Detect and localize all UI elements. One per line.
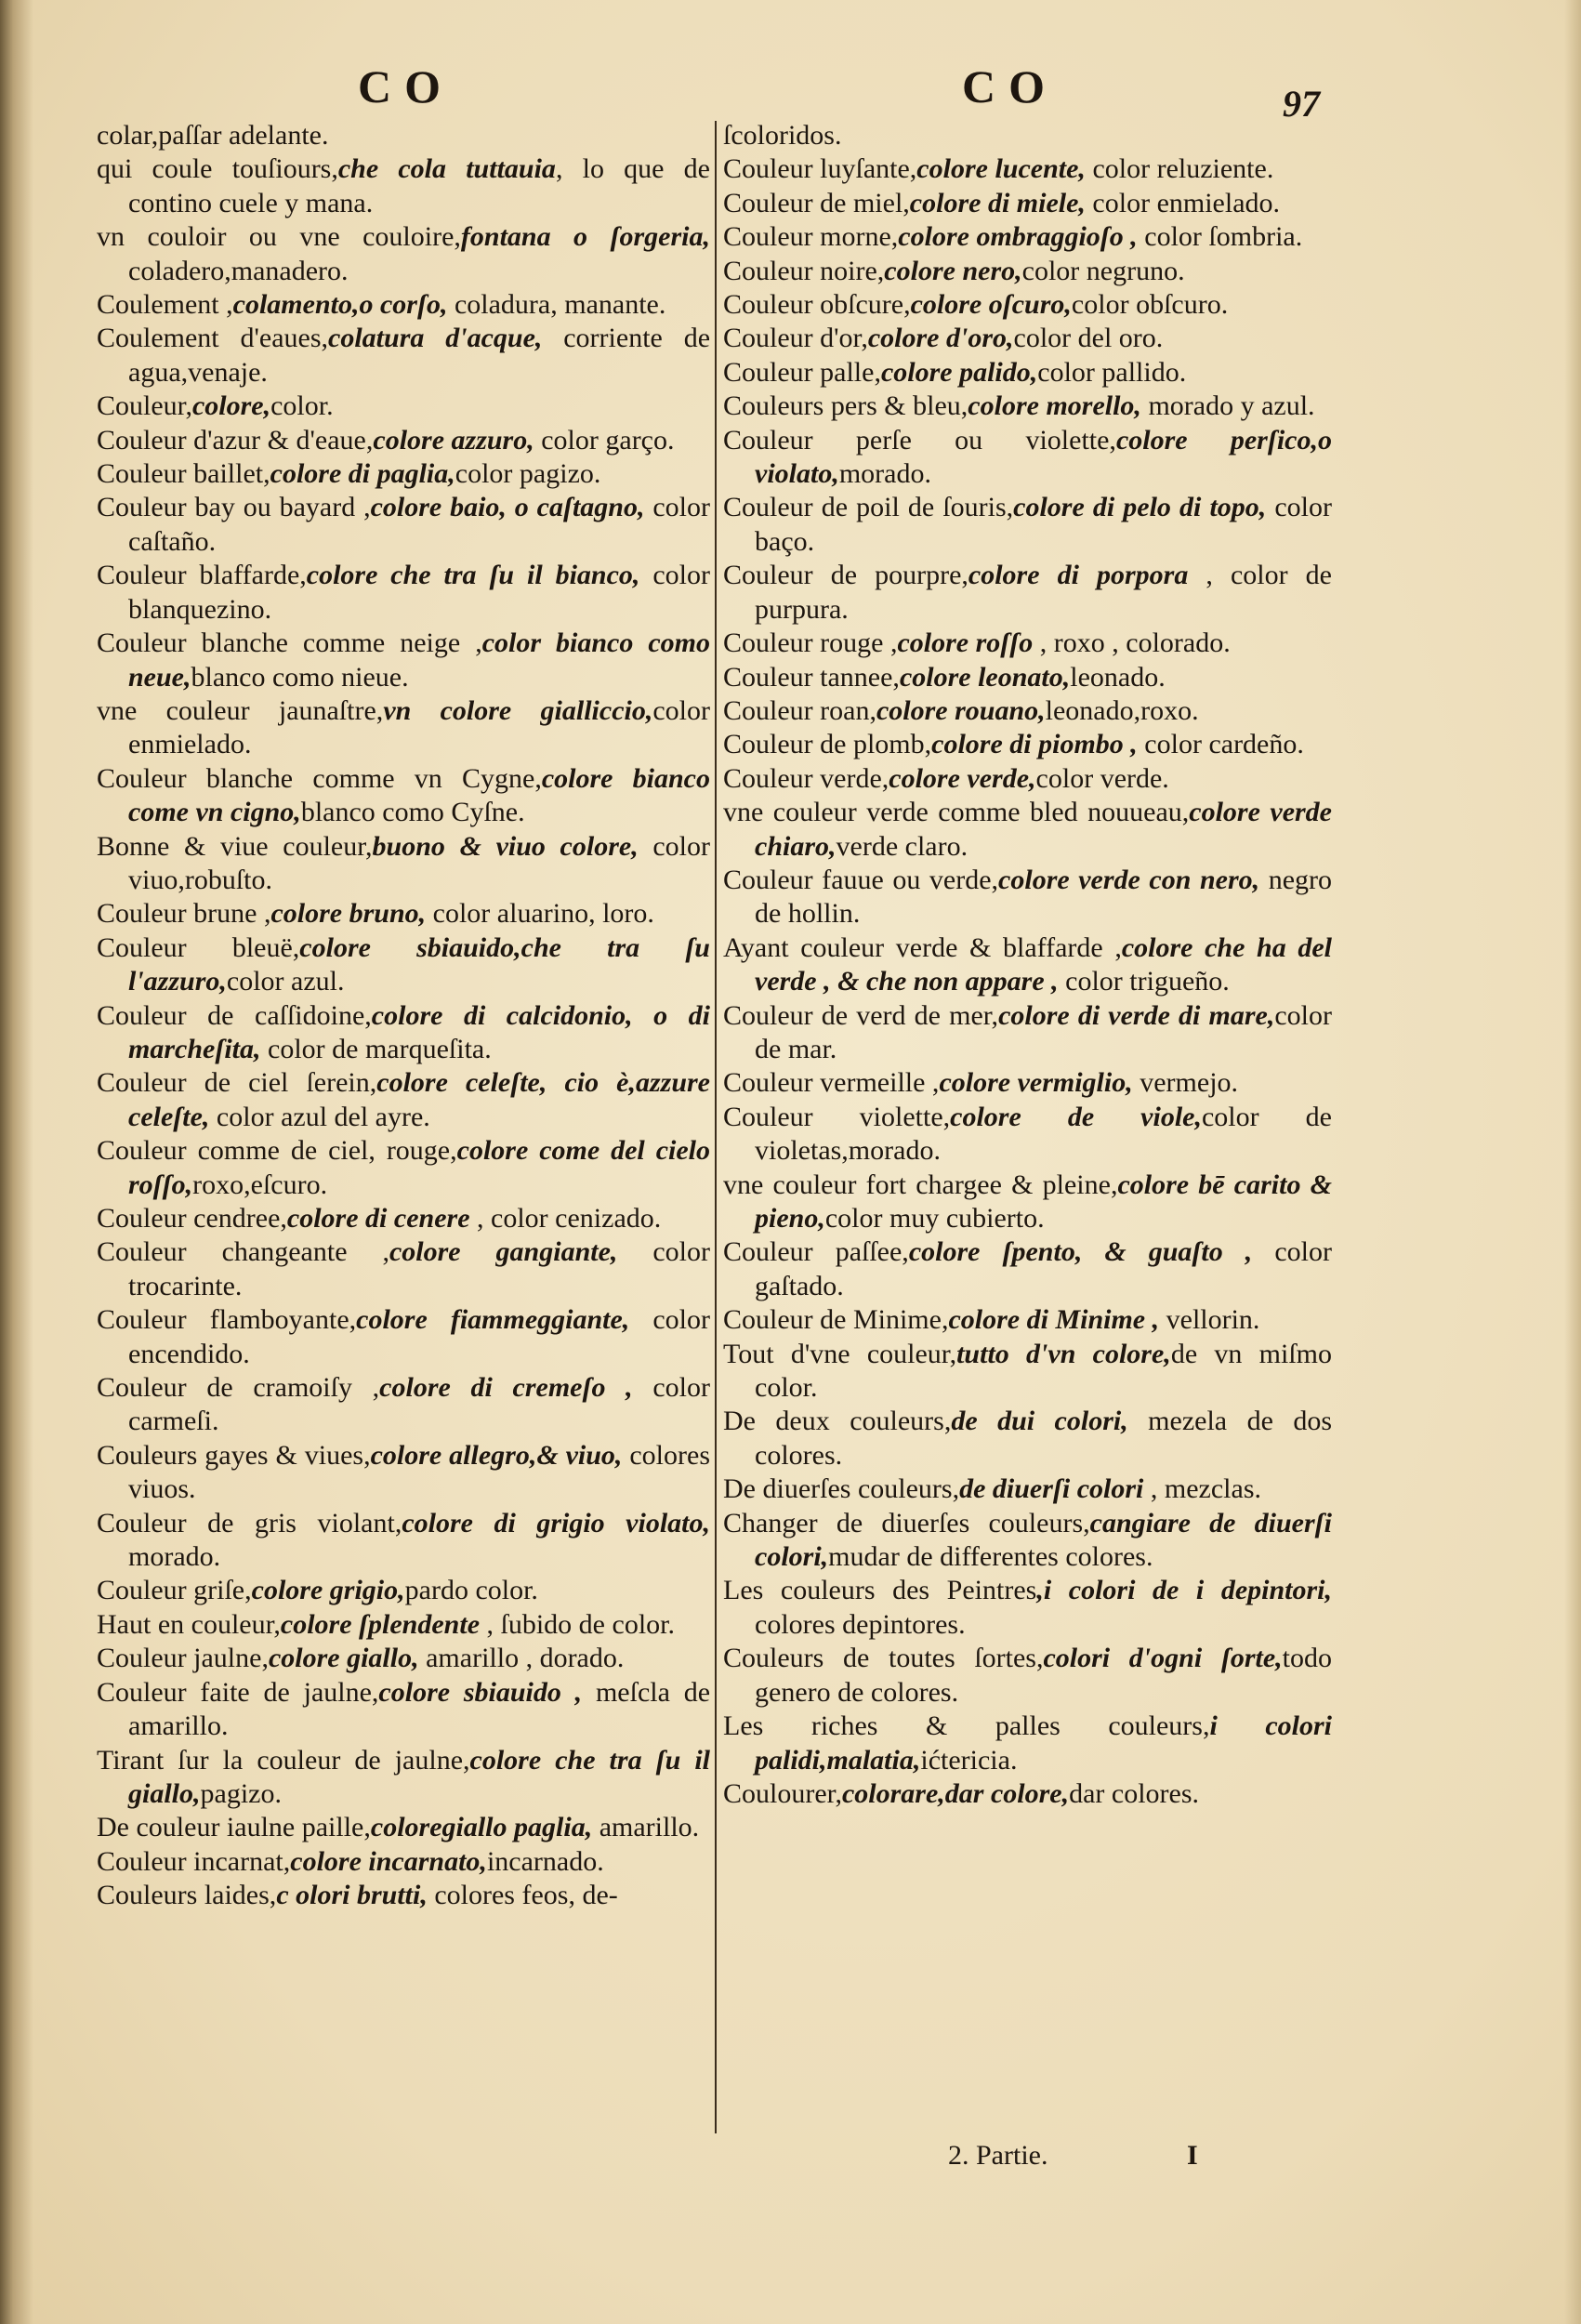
- dictionary-entry: [723, 864, 1332, 931]
- translation-spanish: color carmeſi.: [128, 1372, 711, 1437]
- translation-spanish: dar colores.: [1069, 1777, 1200, 1809]
- dictionary-entry: [723, 728, 1332, 761]
- headword-french: Couleur noire,: [723, 255, 885, 286]
- translation-spanish: color ſombria.: [1137, 221, 1303, 253]
- translation-italian: colatura d'acque,: [328, 323, 543, 354]
- dictionary-entry: [97, 288, 710, 322]
- dictionary-entry: [723, 288, 1332, 322]
- dictionary-entry: [723, 694, 1332, 728]
- translation-italian: c olori brutti,: [276, 1880, 428, 1911]
- dictionary-entry: [97, 1371, 710, 1439]
- dictionary-entry: [723, 627, 1332, 660]
- headword-french: Couleur tannee,: [723, 661, 900, 693]
- translation-italian: cangiare de diuerſi colori,: [755, 1507, 1332, 1573]
- translation-spanish: color trigueño.: [1058, 966, 1230, 997]
- translation-spanish: color de mar.: [755, 999, 1332, 1064]
- translation-spanish: color reluziente.: [1085, 153, 1274, 185]
- translation-italian: colori d'ogni ſorte,: [1043, 1643, 1283, 1674]
- headword-french: Couleur de poil de ſouris,: [723, 492, 1014, 523]
- headword-french: Couleur blanche comme neige ,: [97, 627, 482, 659]
- headword-french: Couleur morne,: [723, 221, 899, 253]
- translation-spanish: color baço.: [755, 492, 1333, 557]
- translation-spanish: color cardeño.: [1137, 729, 1304, 760]
- dictionary-entry: [97, 1608, 710, 1642]
- translation-italian: colore d'oro,: [867, 323, 1014, 354]
- translation-italian: colore fiammeggiante,: [356, 1304, 630, 1336]
- page-edge: [1564, 0, 1581, 2324]
- headword-french: Couleur luyſante,: [723, 153, 917, 185]
- headword-french: Couleur de gris violant,: [97, 1507, 402, 1538]
- translation-spanish: , mezclas.: [1143, 1473, 1261, 1505]
- headword-french: Haut en couleur,: [97, 1608, 281, 1640]
- translation-spanish: color obſcuro.: [1071, 289, 1229, 321]
- translation-spanish: color muy cubierto.: [824, 1203, 1045, 1234]
- headword-french: Couleur,: [97, 390, 192, 422]
- translation-spanish: mudar de differentes colores.: [828, 1541, 1153, 1573]
- translation-italian: colore bē carito & pieno,: [755, 1169, 1333, 1234]
- dictionary-entry: [97, 424, 710, 457]
- translation-spanish: color.: [270, 390, 334, 422]
- translation-spanish: color pagizo.: [455, 458, 601, 490]
- headword-french: Coulement ,: [97, 289, 233, 321]
- dictionary-entry: [97, 1811, 710, 1844]
- translation-italian: colore di pelo di topo,: [1013, 492, 1267, 523]
- translation-italian: colore azzuro,: [373, 424, 534, 456]
- dictionary-entry: [97, 220, 710, 288]
- translation-spanish: , ſubido de color.: [480, 1608, 675, 1640]
- dictionary-entry: [723, 1338, 1332, 1406]
- translation-italian: colore oſcuro,: [910, 289, 1072, 321]
- dictionary-entry: [97, 762, 710, 830]
- headword-french: Couleur comme de ciel, rouge,: [97, 1135, 457, 1167]
- dictionary-entry: [97, 1845, 710, 1879]
- translation-italian: colore di calcidonio, o di marcheſita,: [128, 999, 710, 1064]
- translation-italian: colore lucente,: [916, 153, 1086, 185]
- headword-french: colar,paſſar adelante.: [97, 120, 329, 151]
- dictionary-entry: [723, 322, 1332, 355]
- translation-spanish: color aluarino, loro.: [426, 898, 654, 930]
- dictionary-entry: [723, 1507, 1332, 1575]
- headword-french: Couleur brune ,: [97, 898, 271, 930]
- dictionary-entry: [97, 390, 710, 423]
- headword-french: Couleur de cramoiſy ,: [97, 1372, 380, 1404]
- headword-french: Couleur de caſſidoine,: [97, 999, 372, 1031]
- dictionary-entry: [723, 762, 1332, 796]
- translation-italian: colore di cenere: [286, 1203, 470, 1234]
- translation-spanish: verde claro.: [836, 830, 968, 862]
- translation-spanish: colores viuos.: [128, 1439, 710, 1505]
- translation-spanish: color azul del ayre.: [209, 1101, 430, 1132]
- translation-spanish: blanco como Cyſne.: [300, 797, 525, 828]
- dictionary-entry: [97, 830, 710, 898]
- headword-french: Couleur cendree,: [97, 1203, 287, 1234]
- headword-french: Couleur faite de jaulne,: [97, 1676, 379, 1708]
- left-column: [97, 119, 710, 1913]
- translation-italian: colore leonato,: [899, 661, 1071, 693]
- catchword: I: [1187, 2140, 1198, 2171]
- dictionary-entry: [723, 1405, 1332, 1472]
- headword-french: Couleur fauue ou verde,: [723, 864, 999, 895]
- translation-italian: colore come del cielo roſſo,: [128, 1135, 710, 1200]
- translation-spanish: color enmielado.: [128, 694, 710, 760]
- dictionary-entry: [723, 1472, 1332, 1506]
- translation-italian: colore di piombo ,: [931, 729, 1138, 760]
- translation-spanish: amarillo.: [592, 1812, 700, 1843]
- headword-french: Couleur obſcure,: [723, 289, 911, 321]
- translation-italian: colore di Minime ,: [948, 1304, 1160, 1336]
- translation-italian: colore allegro,& viuo,: [370, 1439, 623, 1471]
- dictionary-entry: [723, 187, 1332, 220]
- translation-italian: ,i colori de i depintori,: [1036, 1575, 1332, 1606]
- translation-italian: colore ombraggioſo ,: [898, 221, 1138, 253]
- dictionary-entry: [97, 897, 710, 931]
- headword-french: Couleur d'azur & d'eaue,: [97, 424, 374, 456]
- translation-italian: buono & viuo colore,: [372, 830, 639, 862]
- dictionary-entry: [97, 1574, 710, 1607]
- headword-french: Couleur palle,: [723, 356, 881, 388]
- translation-spanish: amarillo , dorado.: [418, 1643, 625, 1674]
- translation-spanish: corriente de agua,venaje.: [128, 323, 711, 388]
- translation-italian: colore celeſte, cio è,azzure celeſte,: [128, 1067, 710, 1132]
- dictionary-entry: [97, 1439, 710, 1507]
- translation-spanish: color encendido.: [128, 1304, 710, 1369]
- translation-italian: che cola tuttauia: [337, 153, 556, 185]
- headword-french: Couleur jaulne,: [97, 1643, 269, 1674]
- translation-italian: colore bianco come vn cigno,: [128, 762, 710, 828]
- translation-italian: colore di verde di mare,: [998, 999, 1275, 1031]
- translation-italian: colore giallo,: [268, 1643, 419, 1674]
- dictionary-entry: [723, 356, 1332, 390]
- headword-french: vne couleur verde comme bled nouueau,: [723, 797, 1190, 828]
- translation-italian: colore de viole,: [950, 1101, 1202, 1132]
- translation-spanish: color verde.: [1035, 762, 1169, 794]
- headword-french: Couleur de plomb,: [723, 729, 932, 760]
- signature-mark: 2. Partie.: [948, 2140, 1048, 2171]
- translation-italian: colore bruno,: [270, 898, 427, 930]
- headword-french: vne couleur fort chargee & pleine,: [723, 1169, 1118, 1200]
- translation-italian: colore incarnato,: [290, 1845, 487, 1877]
- translation-spanish: color de violetas,morado.: [755, 1101, 1332, 1167]
- headword-french: qui coule touſiours,: [97, 153, 338, 185]
- headword-french: Couleur d'or,: [723, 323, 868, 354]
- headword-french: Couleur flamboyante,: [97, 1304, 357, 1336]
- headword-french: Coulement d'eaues,: [97, 323, 329, 354]
- headword-french: Les couleurs des Peintres: [723, 1575, 1037, 1606]
- translation-italian: colore grigio,: [251, 1575, 405, 1606]
- translation-spanish: morado.: [838, 458, 931, 490]
- dictionary-entry: [97, 322, 710, 390]
- translation-italian: colore di paglia,: [270, 458, 455, 490]
- translation-italian: colore baio, o caſtagno,: [370, 492, 645, 523]
- translation-spanish: color negruno.: [1021, 255, 1185, 286]
- translation-italian: colore sbiauido ,: [378, 1676, 583, 1708]
- dictionary-entry: [97, 457, 710, 491]
- translation-spanish: morado y azul.: [1140, 390, 1315, 422]
- translation-italian: colore vermiglio,: [939, 1067, 1133, 1099]
- dictionary-entry: [97, 627, 710, 694]
- dictionary-entry: [97, 1235, 710, 1303]
- translation-italian: i colori palidi,malatia,: [755, 1710, 1333, 1776]
- dictionary-entry: [723, 1642, 1332, 1710]
- dictionary-entry: [723, 1066, 1332, 1100]
- dictionary-entry: [723, 390, 1332, 423]
- translation-italian: vn colore gialliccio,: [383, 694, 653, 726]
- translation-spanish: color trocarinte.: [128, 1236, 711, 1301]
- headword-french: vn couloir ou vne couloire,: [97, 221, 461, 253]
- headword-french: Couleur rouge ,: [723, 627, 898, 659]
- column-rule: [715, 121, 717, 2133]
- headword-french: Couleur de ciel ſerein,: [97, 1067, 377, 1099]
- translation-spanish: morado.: [128, 1541, 221, 1573]
- translation-italian: colore palido,: [880, 356, 1038, 388]
- headword-french: ſcoloridos.: [723, 120, 842, 151]
- translation-spanish: , color cenizado.: [469, 1203, 662, 1234]
- translation-spanish: pagizo.: [200, 1777, 282, 1809]
- translation-spanish: ićtericia.: [920, 1744, 1018, 1776]
- dictionary-entry: [97, 1642, 710, 1675]
- dictionary-entry: [97, 1134, 710, 1202]
- headword-french: Couleur blanche comme vn Cygne,: [97, 762, 542, 794]
- translation-spanish: , roxo , colorado.: [1033, 627, 1231, 659]
- headword-french: Couleur baillet,: [97, 458, 270, 490]
- running-head-right: CO: [962, 60, 1058, 112]
- translation-spanish: color del oro.: [1013, 323, 1164, 354]
- dictionary-entry: [97, 999, 710, 1067]
- translation-spanish: vellorin.: [1159, 1304, 1260, 1336]
- dictionary-entry: [97, 694, 710, 762]
- headword-french: vne couleur jaunaſtre,: [97, 694, 384, 726]
- translation-spanish: coladura, manante.: [447, 289, 666, 321]
- headword-french: Couleur blaffarde,: [97, 560, 307, 591]
- translation-spanish: meſcla de amarillo.: [128, 1676, 711, 1742]
- dictionary-entry: [97, 1066, 710, 1134]
- page-number: 97: [1283, 83, 1320, 125]
- translation-italian: colore,: [191, 390, 271, 422]
- translation-italian: colamento,o corſo,: [232, 289, 448, 321]
- headword-french: Couleur roan,: [723, 694, 876, 726]
- translation-italian: colore di cremeſo ,: [379, 1372, 633, 1404]
- translation-spanish: de vn miſmo color.: [755, 1338, 1333, 1404]
- dictionary-entry: [723, 424, 1332, 492]
- translation-italian: colore di miele,: [909, 187, 1086, 218]
- dictionary-entry: [723, 491, 1332, 559]
- headword-french: Couleur bleuë,: [97, 931, 300, 963]
- translation-italian: colore rouano,: [876, 694, 1046, 726]
- translation-spanish: colores feos, de-: [427, 1880, 618, 1911]
- translation-spanish: color gaſtado.: [755, 1236, 1332, 1301]
- headword-french: Couleur vermeille ,: [723, 1067, 940, 1099]
- page-gutter-shadow: [0, 0, 33, 2324]
- dictionary-entry: [97, 1507, 710, 1575]
- translation-spanish: color enmielado.: [1085, 187, 1281, 218]
- translation-spanish: color pallido.: [1037, 356, 1187, 388]
- dictionary-entry: [97, 1676, 710, 1744]
- translation-spanish: negro de hollin.: [755, 864, 1332, 930]
- translation-spanish: leonado.: [1070, 661, 1166, 693]
- headword-french: Couleur violette,: [723, 1101, 951, 1132]
- dictionary-entry: [97, 559, 710, 627]
- dictionary-entry: [723, 152, 1332, 186]
- headword-french: De deux couleurs,: [723, 1406, 952, 1437]
- dictionary-entry: [97, 1303, 710, 1371]
- translation-italian: colore di porpora: [968, 560, 1189, 591]
- dictionary-entry: [723, 999, 1332, 1067]
- dictionary-entry: [723, 1303, 1332, 1337]
- headword-french: Couleur de miel,: [723, 187, 910, 218]
- dictionary-entry: [723, 1574, 1332, 1642]
- translation-italian: colorare,dar colore,: [841, 1777, 1070, 1809]
- headword-french: Couleur de pourpre,: [723, 560, 968, 591]
- translation-spanish: leonado,roxo.: [1045, 694, 1199, 726]
- headword-french: Couleurs gayes & viues,: [97, 1439, 371, 1471]
- dictionary-entry: [97, 931, 710, 999]
- dictionary-entry: [723, 1235, 1332, 1303]
- translation-spanish: pardo color.: [404, 1575, 538, 1606]
- translation-italian: colore gangiante,: [389, 1236, 618, 1268]
- headword-french: Les riches & palles couleurs,: [723, 1710, 1210, 1742]
- headword-french: Couleur incarnat,: [97, 1845, 291, 1877]
- dictionary-entry: [723, 255, 1332, 288]
- headword-french: Couleurs de toutes ſortes,: [723, 1643, 1044, 1674]
- dictionary-entry: [723, 220, 1332, 254]
- translation-spanish: vermejo.: [1132, 1067, 1239, 1099]
- translation-spanish: color caſtaño.: [128, 492, 711, 557]
- dictionary-entry: [723, 931, 1332, 999]
- translation-italian: colore che ha del verde , & che non appare ,: [755, 931, 1332, 997]
- translation-spanish: todo genero de colores.: [755, 1643, 1332, 1708]
- running-head-left: CO: [358, 60, 454, 112]
- dictionary-entry: [723, 661, 1332, 694]
- translation-spanish: mezela de dos colores.: [755, 1406, 1333, 1471]
- headword-french: Couleur changeante ,: [97, 1236, 389, 1268]
- headword-french: Ayant couleur verde & blaffarde ,: [723, 931, 1122, 963]
- dictionary-entry: [97, 119, 710, 152]
- translation-italian: colore morello,: [968, 390, 1141, 422]
- right-column: [723, 119, 1332, 1811]
- headword-french: Couleur griſe,: [97, 1575, 252, 1606]
- translation-italian: colore che tra ſu il giallo,: [128, 1744, 710, 1809]
- translation-italian: tutto d'vn colore,: [956, 1338, 1171, 1369]
- translation-italian: fontana o ſorgeria,: [460, 221, 710, 253]
- headword-french: Couleur verde,: [723, 762, 889, 794]
- translation-italian: de dui colori,: [951, 1406, 1128, 1437]
- translation-italian: colore roſſo: [897, 627, 1034, 659]
- dictionary-entry: [97, 1744, 710, 1812]
- dictionary-entry: [723, 1710, 1332, 1777]
- dictionary-entry: [97, 1879, 710, 1912]
- translation-italian: colore di grigio violato,: [402, 1507, 711, 1538]
- translation-spanish: blanco como nieue.: [191, 661, 409, 693]
- dictionary-entry: [723, 1169, 1332, 1236]
- headword-french: Couleur de verd de mer,: [723, 999, 999, 1031]
- translation-italian: color bianco como neue,: [128, 627, 711, 693]
- translation-spanish: color blanquezino.: [128, 560, 710, 625]
- headword-french: De diuerſes couleurs,: [723, 1473, 960, 1505]
- translation-spanish: roxo,eſcuro.: [192, 1169, 328, 1200]
- translation-italian: colore verde,: [889, 762, 1036, 794]
- translation-spanish: , color de purpura.: [755, 560, 1332, 625]
- dictionary-entry: [97, 491, 710, 559]
- dictionary-entry: [97, 1202, 710, 1235]
- dictionary-entry: [723, 1777, 1332, 1811]
- translation-italian: colore verde chiaro,: [755, 797, 1333, 862]
- dictionary-entry: [97, 152, 710, 220]
- headword-french: Couleurs laides,: [97, 1880, 277, 1911]
- headword-french: Couleur perſe ou violette,: [723, 424, 1116, 456]
- dictionary-entry: [723, 796, 1332, 864]
- translation-italian: colore verde con nero,: [998, 864, 1260, 895]
- translation-spanish: , lo que de contino cuele y mana.: [128, 153, 710, 218]
- translation-italian: colore perſico,o violato,: [755, 424, 1332, 490]
- translation-spanish: color de marqueſita.: [260, 1033, 492, 1064]
- headword-french: Couleur paſſee,: [723, 1236, 909, 1268]
- translation-spanish: color garço.: [534, 424, 675, 456]
- translation-italian: colore sbiauido,che tra ſu l'azzuro,: [128, 931, 710, 997]
- headword-french: Bonne & viue couleur,: [97, 830, 373, 862]
- headword-french: Tout d'vne couleur,: [723, 1338, 957, 1369]
- translation-spanish: color azul.: [226, 966, 345, 997]
- translation-spanish: coladero,manadero.: [128, 255, 349, 286]
- headword-french: Coulourer,: [723, 1777, 842, 1809]
- dictionary-entry: [723, 559, 1332, 627]
- headword-french: Couleur bay ou bayard ,: [97, 492, 371, 523]
- translation-spanish: color viuo,robuſto.: [128, 830, 710, 895]
- dictionary-entry: [723, 1101, 1332, 1169]
- translation-italian: colore nero,: [884, 255, 1022, 286]
- dictionary-entry: [723, 119, 1332, 152]
- headword-french: Couleur de Minime,: [723, 1304, 949, 1336]
- translation-italian: colore ſplendente: [280, 1608, 481, 1640]
- headword-french: De couleur iaulne paille,: [97, 1812, 371, 1843]
- translation-italian: colore ſpento, & guaſto ,: [908, 1236, 1253, 1268]
- headword-french: Couleurs pers & bleu,: [723, 390, 968, 422]
- headword-french: Changer de diuerſes couleurs,: [723, 1507, 1090, 1538]
- translation-italian: coloregiallo paglia,: [370, 1812, 593, 1843]
- translation-italian: de diuerſi colori: [959, 1473, 1144, 1505]
- translation-spanish: incarnado.: [486, 1845, 604, 1877]
- translation-spanish: colores depintores.: [755, 1608, 966, 1640]
- headword-french: Tirant ſur la couleur de jaulne,: [97, 1744, 470, 1776]
- translation-italian: colore che tra ſu il bianco,: [306, 560, 640, 591]
